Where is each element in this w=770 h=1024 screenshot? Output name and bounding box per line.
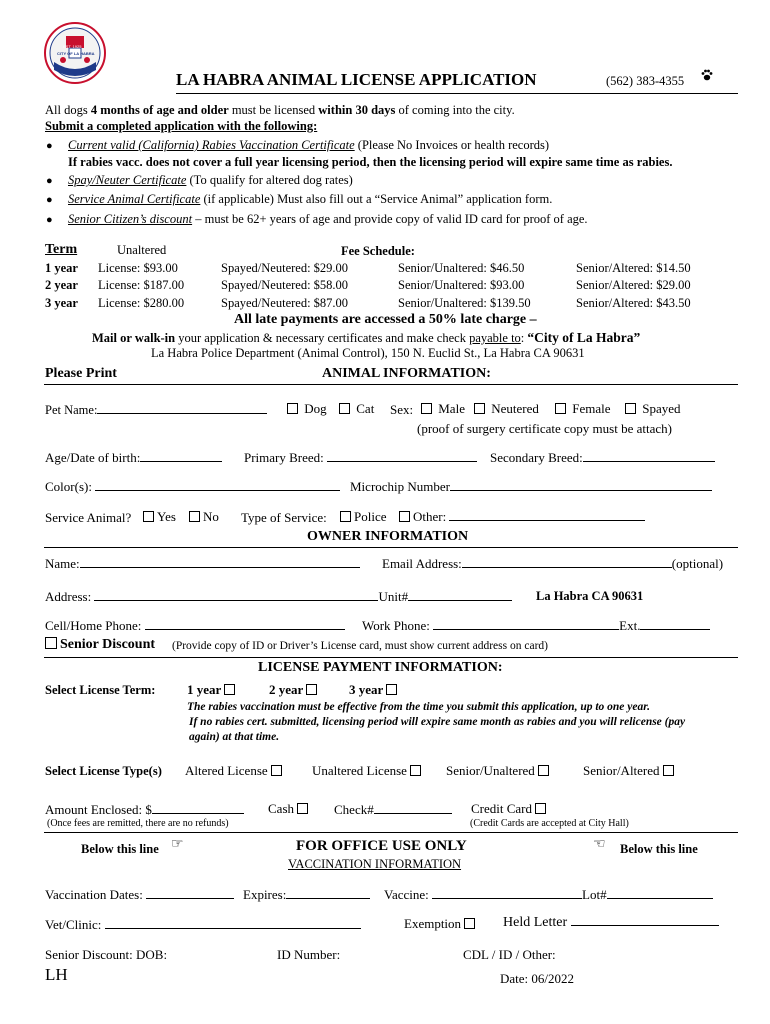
checkbox-icon <box>663 765 674 776</box>
select-type-label: Select License Type(s) <box>45 764 162 778</box>
section-divider <box>44 657 738 658</box>
senior-altered-fee-1: Senior/Altered: $14.50 <box>576 261 691 275</box>
term-3: 3 year <box>45 296 78 310</box>
term-header: Term <box>45 242 78 257</box>
mail-line: Mail or walk-in your application & necessary certificates and make check payable to: “City of La Habra” <box>92 330 641 345</box>
term-2-checkbox[interactable]: 2 year <box>269 682 320 698</box>
checkbox-icon <box>297 803 308 814</box>
checkbox-icon <box>625 403 636 414</box>
work-phone-field[interactable]: Work Phone: Ext. <box>362 618 710 634</box>
bullet-icon: ● <box>46 175 53 187</box>
below-line-right: Below this line <box>620 842 698 856</box>
license-fee-2: License: $187.00 <box>98 278 185 292</box>
bullet-icon: ● <box>46 140 53 152</box>
checkbox-icon <box>143 511 154 522</box>
email-field[interactable]: Email Address: (optional) <box>382 556 724 571</box>
lh-mark: LH <box>45 965 68 984</box>
req-service: Service Animal Certificate (if applicable) Must also fill out a “Service Animal” application form. <box>68 192 553 206</box>
proof-note: (proof of surgery certificate copy must be attach) <box>417 421 672 436</box>
req-spay: Spay/Neuter Certificate (To qualify for altered dog rates) <box>68 173 353 187</box>
vaccine-field[interactable]: Vaccine: Lot# <box>384 887 713 903</box>
bullet-icon: ● <box>46 214 53 226</box>
checkbox-icon <box>340 511 351 522</box>
below-line-left: Below this line <box>81 842 159 856</box>
exemption-checkbox[interactable]: Exemption <box>404 916 478 932</box>
paw-icon <box>700 68 714 86</box>
age-field[interactable]: Age/Date of birth: <box>45 450 222 466</box>
colors-field[interactable]: Color(s): <box>45 479 340 495</box>
checkbox-icon <box>224 684 235 695</box>
cat-checkbox[interactable]: Cat <box>339 401 374 417</box>
page-title: LA HABRA ANIMAL LICENSE APPLICATION <box>176 70 537 89</box>
checkbox-icon <box>535 803 546 814</box>
vaccination-dates-field[interactable]: Vaccination Dates: <box>45 887 234 903</box>
unaltered-header: Unaltered <box>117 243 167 257</box>
pet-name-field[interactable] <box>45 403 267 418</box>
female-checkbox[interactable]: Female <box>555 401 611 417</box>
term-3-checkbox[interactable]: 3 year <box>349 682 400 698</box>
pet-name-label: Pet Name: <box>45 403 98 417</box>
spayed-fee-1: Spayed/Neutered: $29.00 <box>221 261 349 275</box>
term-1-checkbox[interactable]: 1 year <box>187 682 238 698</box>
city-seal-logo <box>44 22 106 84</box>
senior-unaltered-fee-3: Senior/Unaltered: $139.50 <box>398 296 531 310</box>
service-animal-label: Service Animal? <box>45 510 132 525</box>
senior-altered-checkbox[interactable]: Senior/Altered <box>583 763 677 779</box>
other-service-field[interactable]: Other: <box>399 509 645 525</box>
logo-top-text: EST. 1925 <box>63 44 82 49</box>
checkbox-icon <box>410 765 421 776</box>
microchip-field[interactable]: Microchip Number <box>350 479 712 495</box>
spayed-checkbox[interactable]: Spayed <box>625 401 681 417</box>
checkbox-icon <box>271 765 282 776</box>
section-divider <box>44 832 738 833</box>
phone-number: (562) 383-4355 <box>606 74 685 88</box>
pointing-right-icon: ☞ <box>171 836 184 852</box>
cdl-label: CDL / ID / Other: <box>463 947 556 962</box>
police-checkbox[interactable]: Police <box>340 509 387 525</box>
checkbox-icon <box>555 403 566 414</box>
service-yes-checkbox[interactable]: Yes <box>143 509 176 525</box>
vaccination-heading: VACCINATION INFORMATION <box>288 857 462 871</box>
cell-phone-field[interactable]: Cell/Home Phone: <box>45 618 345 634</box>
type-of-service-label: Type of Service: <box>241 510 327 525</box>
checkbox-icon <box>421 403 432 414</box>
credit-card-checkbox[interactable]: Credit Card <box>471 801 549 817</box>
senior-discount-checkbox[interactable]: Senior Discount <box>45 637 155 653</box>
male-checkbox[interactable]: Male <box>421 401 465 417</box>
held-letter-field[interactable]: Held Letter <box>503 915 719 931</box>
header-divider <box>176 93 738 94</box>
checkbox-icon <box>306 684 317 695</box>
sex-label: Sex: <box>390 402 414 417</box>
pointing-left-icon: ☜ <box>593 836 606 852</box>
check-number-field[interactable]: Check# <box>334 802 452 818</box>
vet-clinic-field[interactable]: Vet/Clinic: <box>45 917 361 933</box>
license-fee-1: License: $93.00 <box>98 261 178 275</box>
late-charge-note: All late payments are accessed a 50% late charge – <box>234 312 537 327</box>
expires-field[interactable]: Expires: <box>243 887 370 903</box>
dog-checkbox[interactable]: Dog <box>287 401 327 417</box>
checkbox-icon <box>399 511 410 522</box>
secondary-breed-field[interactable]: Secondary Breed: <box>490 450 715 466</box>
fee-schedule-header: Fee Schedule: <box>341 244 415 258</box>
req-senior: Senior Citizen’s discount – must be 62+ years of age and provide copy of valid ID card for proof of age. <box>68 212 588 226</box>
service-no-checkbox[interactable]: No <box>189 509 219 525</box>
senior-unaltered-checkbox[interactable]: Senior/Unaltered <box>446 763 552 779</box>
neutered-checkbox[interactable]: Neutered <box>474 401 539 417</box>
revision-date: Date: 06/2022 <box>500 971 575 986</box>
senior-dob-label: Senior Discount: DOB: <box>45 947 168 962</box>
fees-note: (Once fees are remitted, there are no refunds) <box>47 818 229 829</box>
primary-breed-field[interactable]: Primary Breed: <box>244 450 477 466</box>
city-state-zip: La Habra CA 90631 <box>536 589 644 603</box>
checkbox-icon <box>474 403 485 414</box>
senior-altered-fee-3: Senior/Altered: $43.50 <box>576 296 691 310</box>
animal-info-heading: ANIMAL INFORMATION: <box>322 366 491 381</box>
checkbox-icon <box>386 684 397 695</box>
rabies-note: If rabies vacc. does not cover a full year licensing period, then the licensing period will expire same time as rabies. <box>68 155 673 169</box>
amount-enclosed-field[interactable]: Amount Enclosed: $ <box>45 802 244 818</box>
cash-checkbox[interactable]: Cash <box>268 801 311 817</box>
id-number-label: ID Number: <box>277 947 341 962</box>
credit-note: (Credit Cards are accepted at City Hall) <box>470 818 629 829</box>
term-1: 1 year <box>45 261 78 275</box>
senior-unaltered-fee-1: Senior/Unaltered: $46.50 <box>398 261 525 275</box>
section-divider <box>44 384 738 385</box>
please-print-label: Please Print <box>45 366 117 381</box>
checkbox-icon <box>339 403 350 414</box>
section-divider <box>44 547 738 548</box>
checkbox-icon <box>538 765 549 776</box>
payment-heading: LICENSE PAYMENT INFORMATION: <box>258 660 503 675</box>
spayed-fee-2: Spayed/Neutered: $58.00 <box>221 278 349 292</box>
checkbox-icon <box>287 403 298 414</box>
owner-name-field[interactable]: Name: <box>45 556 360 572</box>
senior-unaltered-fee-2: Senior/Unaltered: $93.00 <box>398 278 525 292</box>
intro-line: All dogs 4 months of age and older must be licensed within 30 days of coming into the city. <box>45 103 515 117</box>
owner-address-field[interactable]: Address: Unit# <box>45 589 512 605</box>
spayed-fee-3: Spayed/Neutered: $87.00 <box>221 296 349 310</box>
logo-bottom-text: CITY OF LA HABRA <box>57 51 95 56</box>
license-fee-3: License: $280.00 <box>98 296 185 310</box>
payment-note-3: again) at that time. <box>189 731 280 743</box>
checkbox-icon <box>189 511 200 522</box>
payment-note-2: If no rabies cert. submitted, licensing period will expire same month as rabies and you will relicense (pay <box>189 716 686 728</box>
mail-address: La Habra Police Department (Animal Control), 150 N. Euclid St., La Habra CA 90631 <box>151 346 585 360</box>
checkbox-icon <box>464 918 475 929</box>
req-rabies: Current valid (California) Rabies Vaccination Certificate (Please No Invoices or health records) <box>68 138 550 152</box>
owner-info-heading: OWNER INFORMATION <box>307 529 469 544</box>
altered-license-checkbox[interactable]: Altered License <box>185 763 285 779</box>
checkbox-icon <box>45 637 57 649</box>
term-2: 2 year <box>45 278 78 292</box>
senior-discount-note: (Provide copy of ID or Driver’s License card, must show current address on card) <box>172 640 548 652</box>
office-use-heading: FOR OFFICE USE ONLY <box>296 838 467 854</box>
senior-altered-fee-2: Senior/Altered: $29.00 <box>576 278 691 292</box>
payment-note-1: The rabies vaccination must be effective from the time you submit this application, up to one year. <box>187 701 650 713</box>
unaltered-license-checkbox[interactable]: Unaltered License <box>312 763 424 779</box>
submit-heading: Submit a completed application with the following: <box>45 119 318 133</box>
bullet-icon: ● <box>46 194 53 206</box>
select-term-label: Select License Term: <box>45 683 156 697</box>
